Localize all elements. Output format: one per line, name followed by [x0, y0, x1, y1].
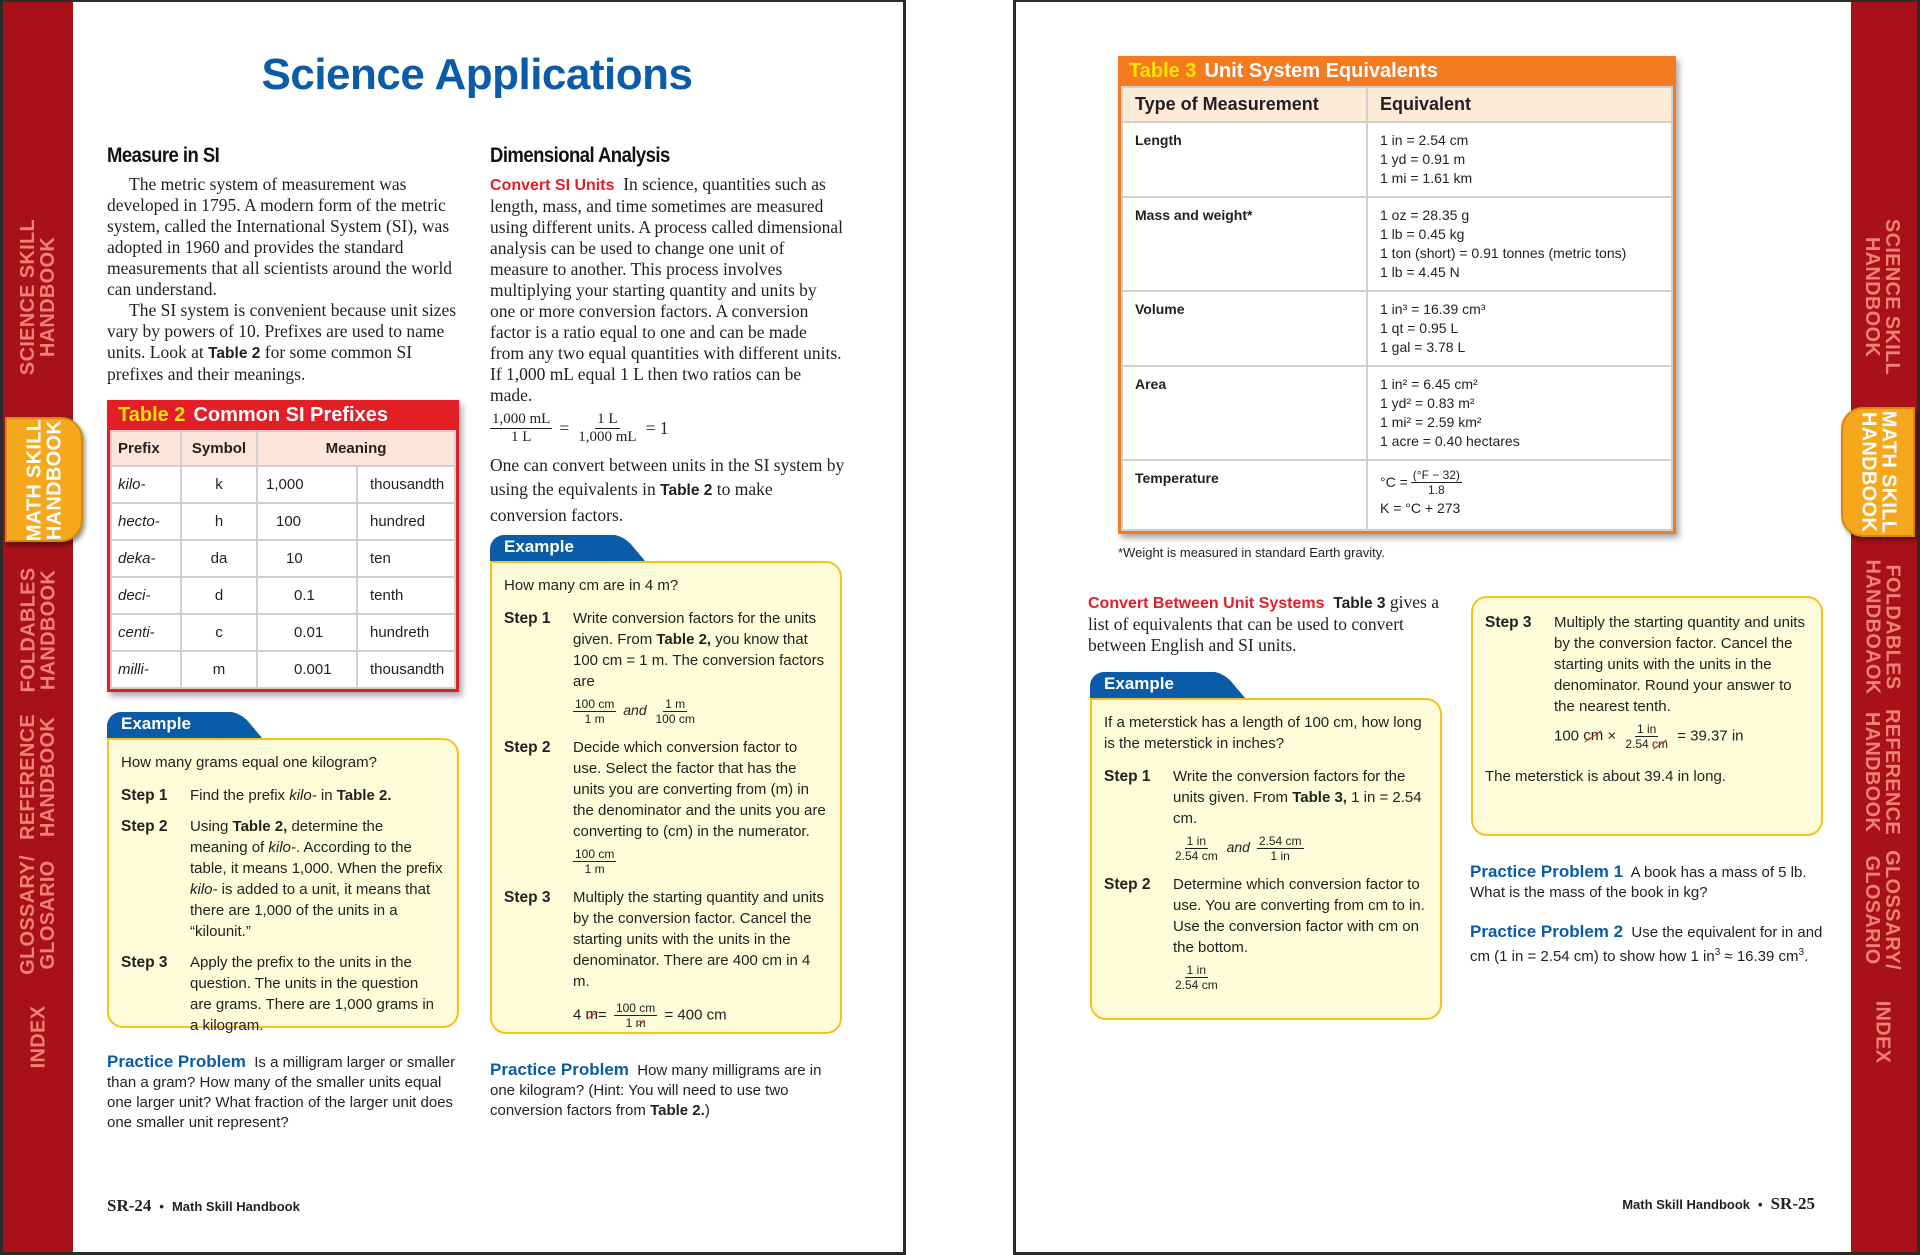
step-3: Step 3 Apply the prefix to the units in the question. The units in the question are grams. There are 1,000 grams in a kilogram. — [121, 954, 435, 1034]
table-row: milli- m 0.001 thousandth — [111, 651, 455, 688]
practice-problem-label: Practice Problem 2 — [1470, 922, 1624, 941]
example-question: How many cm are in 4 m? — [504, 577, 679, 594]
practice-problem: Practice Problem How many milligrams are in one kilogram? (Hint: You will need to use two conversion factors from Table 2.) — [490, 1060, 822, 1119]
page-footer — [1622, 1194, 1815, 1214]
practice-problem-text: A book has a mass of 5 lb. What is the mass of the book in kg? — [1470, 864, 1807, 901]
practice-problem-label: Practice Problem — [107, 1052, 246, 1071]
example-box-cm-in-m — [490, 535, 842, 1034]
page-footer — [107, 1196, 300, 1216]
calculation: 4 m= $\frac{100 cm}{1 m}$ = 400 cm — [573, 1001, 727, 1030]
tab-label: GLOSSARY/ — [17, 854, 40, 975]
table-row: Mass and weight* 1 oz = 28.35 g 1 lb = 0.45 kg 1 ton (short) = 0.91 tonnes (metric tons) 1 lb = 4.45 N — [1122, 197, 1672, 291]
tab-glossary-glosario[interactable] — [3, 854, 73, 975]
step-2: Step 2 Determine which conversion factor to use. You are converting from cm to in. Use the conversion factor with cm on the bottom. $\frac{1 in}{2.54 cm}$ — [1104, 876, 1425, 992]
tab-math-skill-handbook[interactable] — [5, 417, 83, 542]
example-tab: Example — [490, 535, 615, 561]
body-text — [490, 174, 845, 527]
table-row: Volume 1 in³ = 16.39 cm³ 1 qt = 0.95 L 1 gal = 3.78 L — [1122, 291, 1672, 366]
tab-label: HANDBOOK — [43, 419, 66, 540]
table-footnote: *Weight is measured in standard Earth gravity. — [1118, 545, 1385, 560]
example-box-meterstick — [1090, 672, 1442, 1020]
section-heading: Dimensional Analysis — [490, 144, 670, 167]
table-row: Length 1 in = 2.54 cm 1 yd = 0.91 m 1 mi = 1.61 km — [1122, 122, 1672, 197]
dimensional-analysis-section — [490, 144, 845, 527]
left-sidebar-tabs — [3, 2, 73, 1252]
column-header: Meaning — [257, 431, 455, 466]
tab-label: HANDBOOK — [1861, 236, 1884, 358]
conversion-factors: $\frac{100 cm}{1 m}$ and $\frac{1 m}{100 cm}$ — [575, 697, 695, 726]
tab-label: MATH SKILL — [1877, 410, 1900, 534]
step-1: Step 1 Write the conversion factors for the units given. From Table 3, 1 in = 2.54 cm. $\frac{1 in}{2.54 cm}$ and $\frac{2.54 cm}{1 in}$ — [1104, 766, 1426, 864]
section-heading: Measure in SI — [107, 144, 220, 167]
example-tab: Example — [1090, 672, 1215, 698]
example-box-meterstick-continued — [1471, 596, 1823, 836]
convert-between-unit-systems: Convert Between Unit Systems Table 3 gives a list of equivalents that can be used to convert between English and SI units. — [1088, 592, 1439, 655]
prefix-table — [110, 430, 456, 689]
left-page — [0, 0, 906, 1255]
column-header: Type of Measurement — [1122, 87, 1367, 122]
body-text — [107, 174, 462, 385]
bullet: • — [1758, 1197, 1763, 1212]
table-row: Area 1 in² = 6.45 cm² 1 yd² = 0.83 m² 1 mi² = 2.59 km² 1 acre = 0.40 hectares — [1122, 366, 1672, 460]
ratio-equation: $\frac{1,000 mL}{1 L}$ = $\frac{1 L}{1,000 mL}$ = 1 — [492, 411, 669, 445]
table-row: hecto- h 100 hundred — [111, 503, 455, 540]
example-question: How many grams equal one kilogram? — [121, 754, 377, 771]
table-reference: Table 2 — [208, 345, 261, 362]
practice-problem — [107, 1052, 462, 1133]
conversion-factors: $\frac{1 in}{2.54 cm}$ and $\frac{2.54 cm}{1 in}$ — [1175, 834, 1302, 863]
table-row: centi- c 0.01 hundreth — [111, 614, 455, 651]
paragraph: One can convert between units in the SI system by using the equivalents in Table 2 to make conversion factors. — [490, 455, 845, 525]
practice-problem-text: Is a milligram larger or smaller than a gram? How many of the smaller units equal one larger unit? What fraction of the larger unit does one smaller unit represent? — [107, 1054, 456, 1131]
step-1: Step 1 Find the prefix kilo- in Table 2. — [121, 787, 392, 804]
tab-glossary-glosario[interactable] — [1847, 849, 1917, 970]
bullet: • — [159, 1199, 164, 1214]
column-header: Equivalent — [1367, 87, 1672, 122]
table-2-common-si-prefixes — [107, 400, 459, 692]
right-sidebar-tabs — [1851, 2, 1917, 1252]
practice-problem-label: Practice Problem 1 — [1470, 862, 1624, 881]
tab-index[interactable] — [1847, 1002, 1917, 1062]
step-3: Step 3 Multiply the starting quantity and units by the conversion factor. Cancel the starting units with the units in the denominator. Round your answer to the nearest tenth. 100 cm × $\frac{1 in}{2.54 cm}$ = 39.37 in — [1485, 612, 1807, 752]
equivalents-table — [1121, 86, 1673, 531]
example-question: If a meterstick has a length of 100 cm, how long is the meterstick in inches? — [1104, 714, 1422, 752]
tab-label: HANDBOOK — [37, 569, 60, 690]
footer-label: Math Skill Handbook — [1622, 1197, 1751, 1212]
tab-label: HANDBOOK — [1861, 711, 1883, 833]
tab-label: FOLDABLES — [1881, 564, 1904, 690]
step-2: Step 2 Decide which conversion factor to use. Select the factor that has the units you are converting from (m) in the denominator and the units you are converting to (cm) in the numerator. $\frac{100 cm}{1 m}$ — [504, 739, 826, 876]
column-header: Prefix — [111, 431, 181, 466]
practice-problem-label: Practice Problem — [490, 1060, 629, 1079]
paragraph: The SI system is convenient because unit sizes vary by powers of 10. Prefixes are used to name units. Look at Table 2 for some common SI prefixes and their meanings. — [107, 300, 457, 384]
step-3: Step 3 Multiply the starting quantity and units by the conversion factor. Cancel the starting units with the units in the denominator. There are 400 cm in 4 m. 4 m= $\frac{100 cm}{1 m}$ = 400 cm — [504, 887, 826, 1031]
tab-label: GLOSARIO — [1861, 854, 1884, 965]
column-header: Symbol — [181, 431, 257, 466]
tab-label: INDEX — [1871, 1000, 1893, 1064]
calculation: 100 cm × $\frac{1 in}{2.54 cm}$ = 39.37 in — [1554, 722, 1744, 751]
tab-foldables-handbook[interactable] — [1847, 559, 1917, 695]
subsection-lead: Convert Between Unit Systems — [1088, 595, 1325, 612]
table-row: Temperature °C = $\frac{(^\circ F - 32)}{1.8}$ K = °C + 273 — [1122, 460, 1672, 530]
tab-foldables-handbook[interactable] — [3, 562, 73, 697]
tab-label: FOLDABLES — [17, 567, 40, 692]
table-row: deka- da 10 ten — [111, 540, 455, 577]
table-title: Table 3 Unit System Equivalents — [1121, 59, 1673, 86]
practice-problem-2: Practice Problem 2 Use the equivalent for in and cm (1 in = 2.54 cm) to show how 1 $in^3 \approx 16.39$ $cm^3$. — [1470, 922, 1823, 965]
tab-label: HANDBOOK — [37, 236, 60, 358]
tab-label: SCIENCE SKILL — [1881, 218, 1904, 376]
tab-label: HANDBOOK — [1857, 411, 1880, 533]
tab-label: SCIENCE SKILL — [17, 218, 40, 376]
footer-label: Math Skill Handbook — [171, 1199, 300, 1214]
tab-label: HANDBOOK — [37, 716, 59, 838]
example-tab: Example — [107, 712, 232, 738]
measure-in-si-section — [107, 144, 462, 385]
tab-label: GLOSARIO — [37, 859, 60, 970]
table-row: kilo- k 1,000 thousandth — [111, 466, 455, 503]
page-title: Science Applications — [261, 50, 693, 99]
practice-problem-text: Use the equivalent for in and cm (1 in = 2.54 cm) to show how 1 in — [1470, 924, 1823, 965]
tab-science-skill-handbook[interactable] — [1847, 218, 1917, 376]
paragraph: The metric system of measurement was developed in 1795. A modern form of the metric system, called the International System (SI), was adopted in 1960 and provides the standard measurements that all scientists around the world can understand. — [107, 174, 453, 299]
tab-label: HANDBOAOK — [1861, 559, 1884, 695]
table-title: Table 2 Common SI Prefixes — [110, 403, 456, 430]
page-number: SR-25 — [1770, 1194, 1815, 1213]
example-box-grams-kilogram — [107, 712, 459, 1034]
tab-reference-handbook[interactable] — [1847, 707, 1917, 837]
practice-problem-text: How many milligrams are in one kilogram? (Hint: You will need to use two conversion factors from — [490, 1062, 822, 1119]
page-number: SR-24 — [107, 1196, 152, 1215]
example-conclusion: The meterstick is about 39.4 in long. — [1485, 768, 1726, 785]
tab-label: GLOSSARY/ — [1881, 849, 1904, 970]
table-3-unit-system-equivalents — [1118, 56, 1676, 534]
tab-label: REFERENCE — [1881, 708, 1903, 836]
tab-label: MATH SKILL — [23, 418, 46, 541]
subsection-lead: Convert SI Units — [490, 177, 615, 194]
tab-label: INDEX — [27, 1005, 49, 1069]
tab-reference-handbook[interactable] — [3, 712, 73, 842]
step-1: Step 1 Write conversion factors for the units given. From Table 2, you know that 100 cm = 1 m. The conversion factors are $\frac{100 cm}{1 m}$ and $\frac{1 m}{100 cm}$ — [504, 610, 825, 726]
practice-problem-1 — [1470, 862, 1825, 903]
tab-index[interactable] — [3, 1007, 73, 1067]
step-2: Step 2 Using Table 2, determine the meaning of kilo-. According to the table, it means 1,000. When the prefix kilo- is added to a unit, it means that there are 1,000 of the units in a “kilounit.” — [121, 818, 443, 940]
tab-math-skill-handbook[interactable] — [1841, 407, 1915, 537]
table-row: deci- d 0.1 tenth — [111, 577, 455, 614]
paragraph: In science, quantities such as length, mass, and time sometimes are measured using different units. A process called dimensional analysis can be used to change one unit of measure to another. This process involves multiplying your starting quantity and units by one or more conversion factors. A conversion factor is a ratio equal to one and can be made from any two equal quantities with different units. If 1,000 mL equal 1 L then two ratios can be made. — [490, 174, 844, 405]
tab-label: REFERENCE — [17, 713, 39, 841]
tab-science-skill-handbook[interactable] — [3, 218, 73, 376]
